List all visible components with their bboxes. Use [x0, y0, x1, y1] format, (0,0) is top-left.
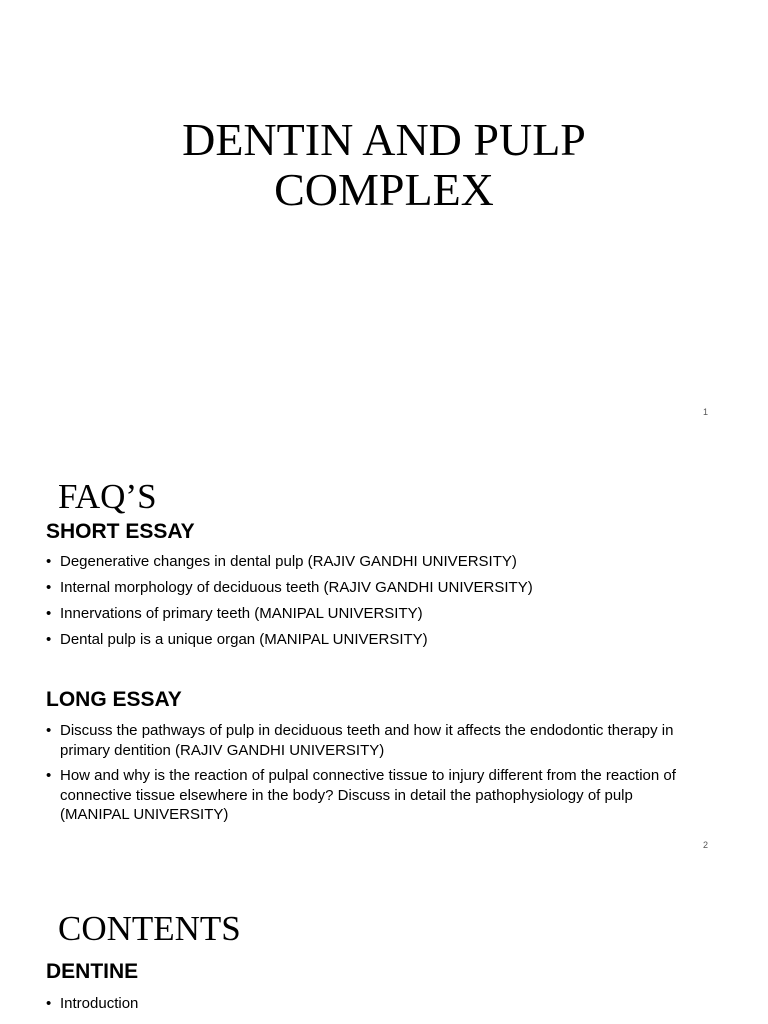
slide-2 [0, 432, 768, 866]
list-item: • Discuss the pathways of pulp in deciduous teeth and how it affects the endodontic therapy in primary dentition (RAJIV GANDHI UNIVERSITY) [46, 721, 686, 760]
title-line-1: DENTIN AND PULP [182, 114, 586, 165]
long-essay-list [46, 721, 686, 831]
section-heading-long-essay: LONG ESSAY [46, 688, 182, 711]
page-number: 2 [702, 840, 708, 850]
list-item: • Innervations of primary teeth (MANIPAL UNIVERSITY) [46, 604, 686, 624]
slide-title: FAQ’S [58, 477, 157, 516]
slide-title: CONTENTS [58, 909, 241, 948]
list-item: • How and why is the reaction of pulpal connective tissue to injury different from the reaction of connective tissue elsewhere in the body? Discuss in detail the pathophysiology of pulp (MANIPAL UNIVERSITY) [46, 766, 686, 825]
title-line-2: COMPLEX [274, 164, 494, 215]
short-essay-list [46, 552, 686, 656]
slide-1 [0, 0, 768, 432]
list-item: • Internal morphology of deciduous teeth (RAJIV GANDHI UNIVERSITY) [46, 578, 686, 598]
contents-list [46, 994, 686, 1014]
slide-3 [0, 866, 768, 1024]
page-number: 1 [702, 407, 708, 417]
list-item: • Degenerative changes in dental pulp (RAJIV GANDHI UNIVERSITY) [46, 552, 686, 572]
section-heading-short-essay: SHORT ESSAY [46, 520, 195, 543]
section-heading-dentine: DENTINE [46, 960, 139, 983]
list-item: • Introduction [46, 994, 686, 1014]
document-title [100, 115, 668, 215]
list-item: • Dental pulp is a unique organ (MANIPAL UNIVERSITY) [46, 630, 686, 650]
